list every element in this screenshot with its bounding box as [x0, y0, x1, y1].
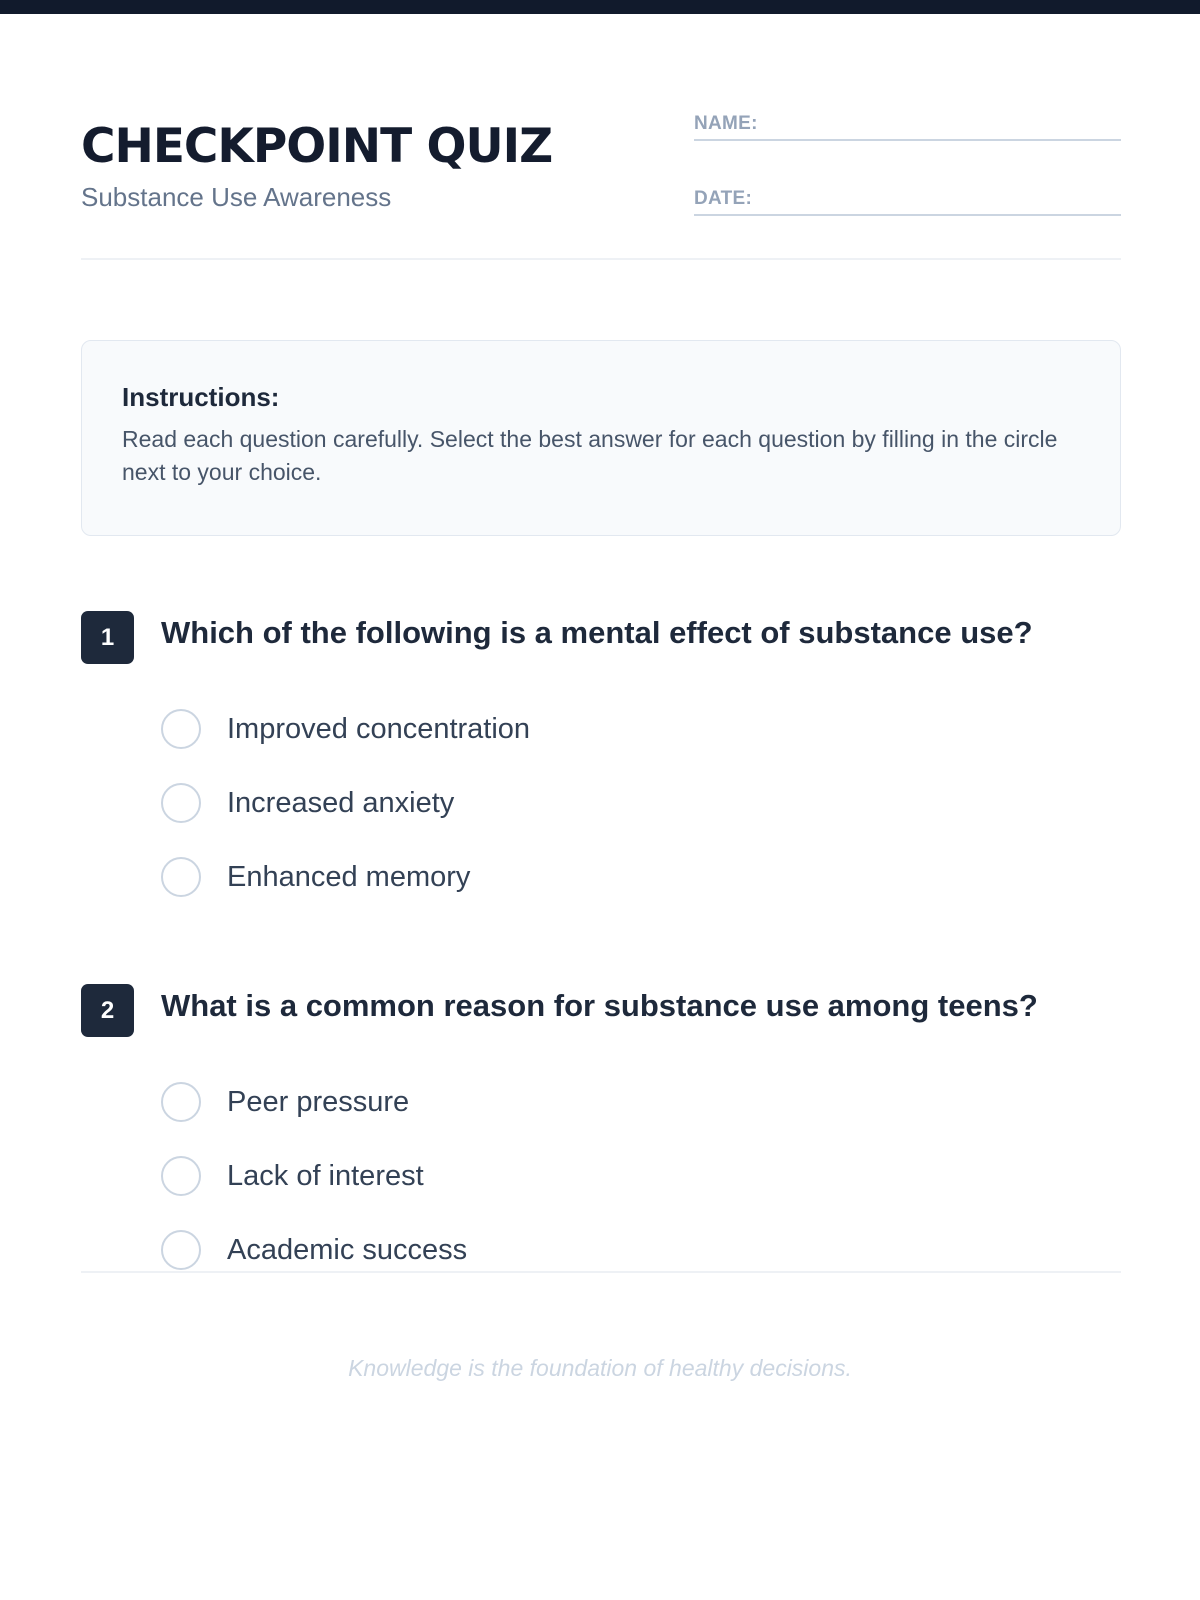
page-title: CHECKPOINT QUIZ: [81, 119, 553, 174]
date-field[interactable]: [694, 176, 1121, 216]
question-number-badge: 2: [81, 984, 134, 1037]
radio-circle-icon[interactable]: [161, 709, 201, 749]
name-field[interactable]: [694, 101, 1121, 141]
answer-option[interactable]: [161, 1156, 424, 1196]
answer-option-label: Academic success: [227, 1234, 468, 1266]
answer-option-label: Lack of interest: [227, 1160, 424, 1192]
answer-option-label: Peer pressure: [227, 1086, 410, 1118]
question-text: What is a common reason for substance use among teens?: [161, 988, 1038, 1023]
answer-option-label: Increased anxiety: [227, 787, 455, 819]
instructions-text: Read each question carefully. Select the best answer for each question by filling in the circle next to your choice.: [122, 426, 1058, 485]
radio-circle-icon[interactable]: [161, 783, 201, 823]
answer-option-label: Improved concentration: [227, 713, 531, 745]
question-number-badge: 1: [81, 611, 134, 664]
answer-option[interactable]: [161, 857, 470, 897]
answer-option[interactable]: [161, 709, 530, 749]
question-text: Which of the following is a mental effect of substance use?: [161, 615, 1033, 650]
answer-option[interactable]: [161, 1082, 409, 1122]
instructions-title: Instructions:: [122, 382, 280, 412]
answer-option-label: Enhanced memory: [227, 861, 471, 893]
footer-divider: [81, 1271, 1121, 1273]
radio-circle-icon[interactable]: [161, 857, 201, 897]
name-field-label: NAME:: [694, 113, 758, 134]
instructions-box: [81, 340, 1121, 536]
header-divider: [81, 258, 1121, 260]
radio-circle-icon[interactable]: [161, 1230, 201, 1270]
radio-circle-icon[interactable]: [161, 1082, 201, 1122]
footer-quote: Knowledge is the foundation of healthy decisions.: [348, 1355, 852, 1381]
date-field-label: DATE:: [694, 188, 753, 209]
radio-circle-icon[interactable]: [161, 1156, 201, 1196]
answer-option[interactable]: [161, 1230, 467, 1270]
answer-option[interactable]: [161, 783, 454, 823]
quiz-header: [81, 0, 1121, 260]
page-subtitle: Substance Use Awareness: [81, 182, 392, 212]
